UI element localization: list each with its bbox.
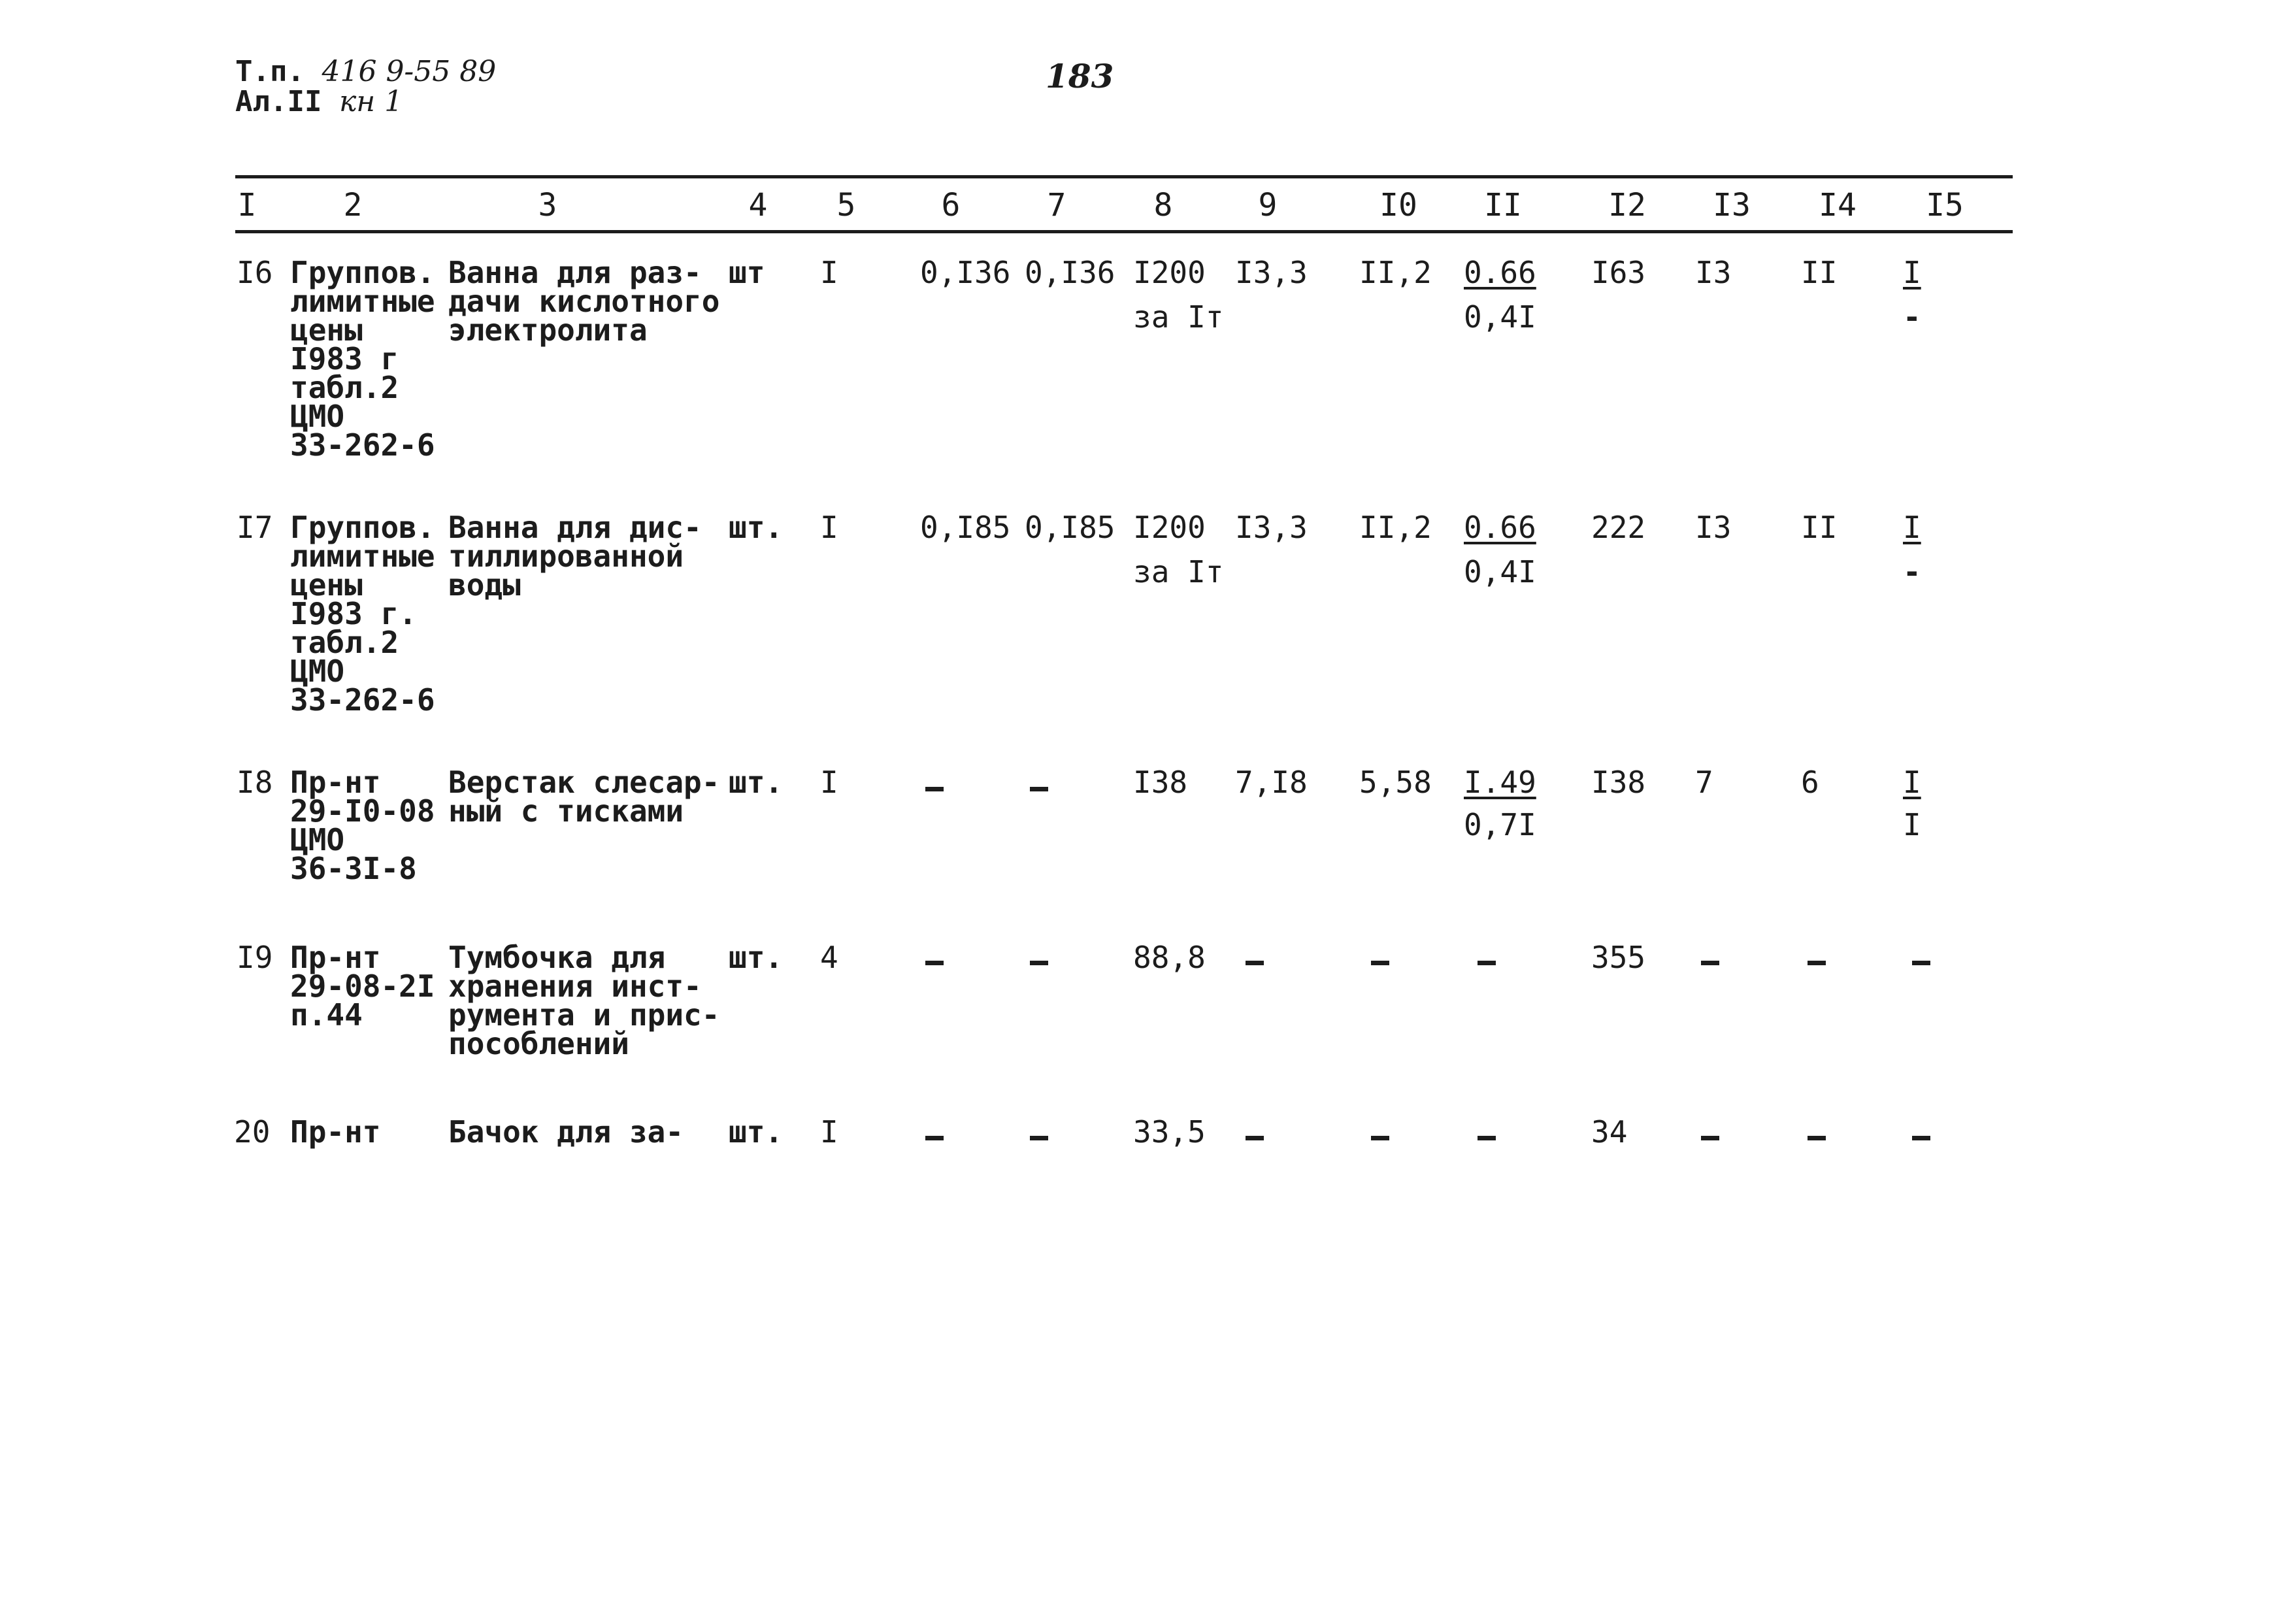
row-name — [448, 1114, 684, 1150]
row-col-7-dash — [1030, 961, 1048, 965]
name-line: Ванна для раз- — [448, 255, 702, 290]
source-line: 33-262-6 — [290, 682, 435, 718]
row-col-8: 88,8 — [1133, 940, 1206, 975]
row-col-12: 355 — [1591, 940, 1646, 975]
name-line: хранения инст- — [448, 969, 702, 1004]
source-line: табл.2 — [290, 370, 399, 405]
row-col-10: II,2 — [1359, 510, 1432, 545]
row-source — [290, 765, 435, 886]
row-col-15-top: I — [1903, 255, 1921, 290]
col-header-13: I3 — [1713, 187, 1751, 224]
source-line: лимитные — [290, 539, 435, 574]
row-col-15-dash — [1912, 961, 1930, 965]
row-col-15-dash — [1912, 1136, 1930, 1140]
source-line: Группов. — [290, 255, 435, 290]
row-col-11-bottom: 0,7I — [1464, 807, 1536, 842]
col-header-6: 6 — [941, 187, 961, 224]
source-line: 33-262-6 — [290, 427, 435, 463]
row-col-15-bottom: I — [1903, 807, 1921, 842]
row-qty: I — [820, 510, 838, 545]
name-line: Тумбочка для — [448, 940, 666, 975]
row-col-7-dash — [1030, 1136, 1048, 1140]
row-col-11-top: 0.66 — [1464, 510, 1536, 545]
header-doc-prefix: Т.п. — [235, 55, 305, 88]
row-col-13-dash — [1701, 1136, 1719, 1140]
source-line: лимитные — [290, 284, 435, 319]
source-line: п.44 — [290, 997, 363, 1033]
name-line: Бачок для за- — [448, 1114, 684, 1150]
row-unit: шт. — [729, 510, 784, 545]
row-col-7: 0,I36 — [1025, 255, 1115, 290]
row-qty: I — [820, 1114, 838, 1150]
row-col-14-dash — [1808, 961, 1826, 965]
row-col-15-bottom: - — [1903, 554, 1921, 589]
col-header-5: 5 — [836, 187, 856, 224]
col-header-15: I5 — [1926, 187, 1964, 224]
name-line: Ванна для дис- — [448, 510, 702, 545]
source-line: ЦМО — [290, 399, 345, 434]
row-name — [448, 255, 720, 348]
row-col-13: I3 — [1695, 255, 1732, 290]
source-line: I983 г. — [290, 596, 417, 631]
row-col-13: I3 — [1695, 510, 1732, 545]
row-number: I6 — [237, 255, 273, 290]
source-line: 29-08-2I — [290, 969, 435, 1004]
col-header-1: I — [237, 187, 257, 224]
row-source — [290, 255, 435, 463]
row-unit: шт. — [729, 765, 784, 800]
row-col-14: 6 — [1801, 765, 1819, 800]
name-line: электролита — [448, 312, 648, 348]
col-header-3: 3 — [538, 187, 557, 224]
row-source — [290, 510, 435, 718]
row-col-12: I38 — [1591, 765, 1646, 800]
source-line: Пр-нт — [290, 1114, 381, 1150]
row-number: I8 — [237, 765, 273, 800]
row-col-9-dash — [1246, 1136, 1264, 1140]
row-col-7-dash — [1030, 787, 1048, 791]
source-line: Пр-нт — [290, 940, 381, 975]
source-line: I983 г — [290, 341, 399, 376]
source-line: Группов. — [290, 510, 435, 545]
header-doc-number: 416 9-55 89 — [322, 55, 497, 88]
row-col-6: 0,I85 — [920, 510, 1011, 545]
row-col-15-top: I — [1903, 765, 1921, 800]
row-unit: шт. — [729, 940, 784, 975]
row-col-10: 5,58 — [1359, 765, 1432, 800]
table-header-rule — [235, 230, 2013, 233]
source-line: ЦМО — [290, 822, 345, 857]
row-col-11-dash — [1478, 961, 1496, 965]
col-header-12: I2 — [1608, 187, 1646, 224]
header-line-2 — [235, 85, 403, 118]
row-col-11-bottom: 0,4I — [1464, 299, 1536, 335]
source-line: 29-I0-08 — [290, 793, 435, 829]
source-line: 36-3I-8 — [290, 851, 417, 886]
row-col-8: I38 — [1133, 765, 1188, 800]
row-col-13-dash — [1701, 961, 1719, 965]
row-col-14: II — [1801, 510, 1838, 545]
name-line: румента и прис- — [448, 997, 720, 1033]
row-col-7: 0,I85 — [1025, 510, 1115, 545]
row-col-14: II — [1801, 255, 1838, 290]
row-number: I9 — [237, 940, 273, 975]
row-col-6-dash — [925, 961, 944, 965]
row-source — [290, 1114, 381, 1150]
row-col-6-dash — [925, 1136, 944, 1140]
row-qty: I — [820, 765, 838, 800]
name-line: ный с тисками — [448, 793, 684, 829]
row-col-8: I200 — [1133, 255, 1206, 290]
source-line: цены — [290, 312, 363, 348]
row-col-15-bottom: - — [1903, 299, 1921, 335]
row-number: I7 — [237, 510, 273, 545]
row-unit: шт. — [729, 1114, 784, 1150]
col-header-9: 9 — [1258, 187, 1278, 224]
table-top-rule — [235, 175, 2013, 178]
row-col-6: 0,I36 — [920, 255, 1011, 290]
row-col-11-bottom: 0,4I — [1464, 554, 1536, 589]
row-col-9: 7,I8 — [1235, 765, 1308, 800]
row-col-8-note: за Iт — [1133, 299, 1224, 335]
row-col-12: 222 — [1591, 510, 1646, 545]
row-col-6-dash — [925, 787, 944, 791]
col-header-14: I4 — [1819, 187, 1857, 224]
row-col-12: 34 — [1591, 1114, 1628, 1150]
row-col-9: I3,3 — [1235, 510, 1308, 545]
source-line: табл.2 — [290, 625, 399, 660]
col-header-10: I0 — [1379, 187, 1417, 224]
header-album-prefix: Ал.II — [235, 85, 322, 118]
row-unit: шт — [729, 255, 765, 290]
row-col-12: I63 — [1591, 255, 1646, 290]
row-col-8-note: за Iт — [1133, 554, 1224, 589]
source-line: ЦМО — [290, 654, 345, 689]
name-line: пособлений — [448, 1026, 629, 1061]
row-col-10-dash — [1371, 961, 1389, 965]
row-col-13: 7 — [1695, 765, 1713, 800]
source-line: цены — [290, 567, 363, 603]
row-col-9-dash — [1246, 961, 1264, 965]
row-col-9: I3,3 — [1235, 255, 1308, 290]
row-col-14-dash — [1808, 1136, 1826, 1140]
row-number: 20 — [234, 1114, 271, 1150]
name-line: дачи кислотного — [448, 284, 720, 319]
row-col-11-dash — [1478, 1136, 1496, 1140]
row-col-8: I200 — [1133, 510, 1206, 545]
name-line: воды — [448, 567, 521, 603]
row-col-8: 33,5 — [1133, 1114, 1206, 1150]
row-name — [448, 940, 720, 1061]
page-number: 183 — [1046, 57, 1114, 95]
name-line: тиллированной — [448, 539, 684, 574]
row-qty: 4 — [820, 940, 838, 975]
row-col-10-dash — [1371, 1136, 1389, 1140]
row-col-11-top: 0.66 — [1464, 255, 1536, 290]
row-name — [448, 510, 702, 603]
row-name — [448, 765, 720, 829]
header-book-number: кн 1 — [338, 85, 403, 118]
row-col-11-top: I.49 — [1464, 765, 1536, 800]
row-col-15-top: I — [1903, 510, 1921, 545]
name-line: Верстак слесар- — [448, 765, 720, 800]
row-source — [290, 940, 435, 1033]
col-header-11: II — [1484, 187, 1522, 224]
col-header-7: 7 — [1047, 187, 1066, 224]
col-header-8: 8 — [1153, 187, 1173, 224]
row-qty: I — [820, 255, 838, 290]
source-line: Пр-нт — [290, 765, 381, 800]
col-header-4: 4 — [748, 187, 768, 224]
row-col-10: II,2 — [1359, 255, 1432, 290]
col-header-2: 2 — [343, 187, 363, 224]
header-line-1 — [235, 55, 497, 88]
